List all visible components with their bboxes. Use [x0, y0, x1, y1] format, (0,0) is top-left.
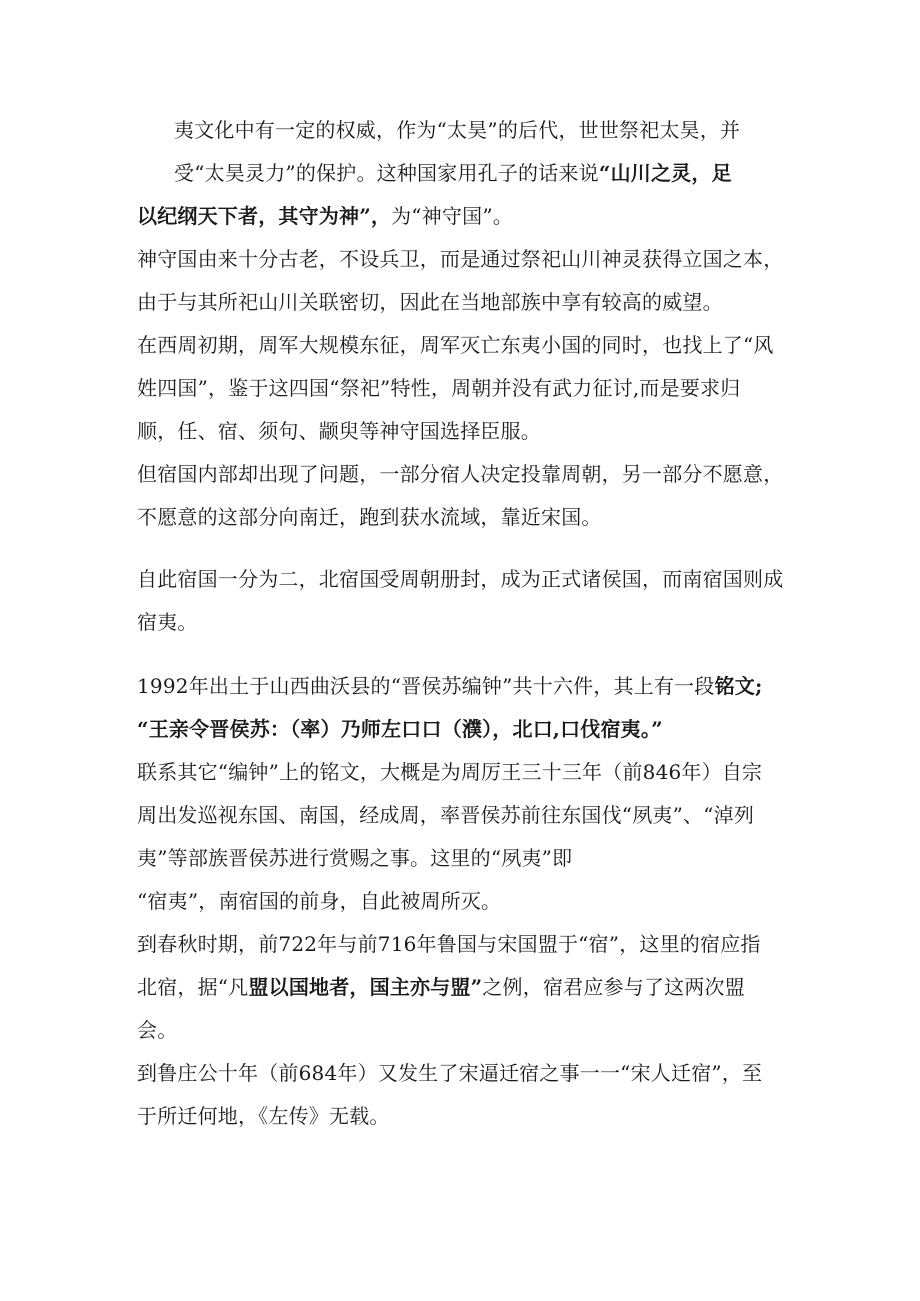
bold-term: 铭文; [714, 674, 763, 698]
bold-quote: 盟以国地者，国主亦与盟” [248, 975, 483, 999]
text-line: 姓四国”，鉴于这四国“祭祀”特性，周朝并没有武力征讨,而是要求归 [137, 376, 741, 400]
text-line: 1992年出土于山西曲沃县的“晋侯苏编钟”共十六件，其上有一段铭文; [137, 674, 763, 698]
text-line: 到鲁庄公十年（前684年）又发生了宋逼迁宿之事一一“宋人迁宿”，至 [137, 1061, 763, 1085]
text-line: 不愿意的这部分向南迁，跑到获水流域，靠近宋国。 [137, 505, 602, 529]
text-line: 到春秋时期，前722年与前716年鲁国与宋国盟于“宿”，这里的宿应指 [137, 932, 761, 956]
text-line: 受“太昊灵力”的保护。这种国家用孔子的话来说“山川之灵，足 [174, 161, 732, 185]
text-line: 但宿国内部却出现了问题，一部分宿人决定投靠周朝，另一部分不愿意， [137, 462, 784, 486]
text-line: “宿夷”，南宿国的前身，自此被周所灭。 [137, 889, 502, 913]
text-line: 宿夷。 [137, 610, 198, 634]
text-line: 在西周初期，周军大规模东征，周军灭亡东夷小国的同时，也找上了“风 [137, 333, 774, 357]
bold-quote: 以纪纲天下者，其守为神”， [137, 204, 392, 228]
text-line: 北宿，据“凡盟以国地者，国主亦与盟”之例，宿君应参与了这两次盟 [137, 975, 745, 999]
bold-quote: “山川之灵，足 [598, 161, 732, 185]
text-line: 周出发巡视东国、南国，经成周，率晋侯苏前往东国伐“夙夷”、“淖列 [137, 803, 755, 827]
text-line: 神守国由来十分古老，不设兵卫，而是通过祭祀山川神灵获得立国之本， [137, 247, 784, 271]
text-line: 顺，任、宿、须句、颛臾等神守国选择臣服。 [137, 419, 541, 443]
text-line: 夷文化中有一定的权威，作为“太昊”的后代，世世祭祀太昊，并 [174, 118, 741, 142]
text-line: 自此宿国一分为二，北宿国受周朝册封，成为正式诸侯国，而南宿国则成 [137, 567, 784, 591]
text-line: 会。 [137, 1018, 178, 1042]
text-line: 于所迁何地，《左传》无载。 [137, 1104, 390, 1128]
inscription-quote: “王亲令晋侯苏：（率）乃师左口口（濮），北口,口伐宿夷。” [137, 717, 663, 741]
text-line: 联系其它“编钟”上的铭文，大概是为周厉王三十三年（前846年）自宗 [137, 760, 763, 784]
text-line: 夷”等部族晋侯苏进行赏赐之事。这里的“夙夷”即 [137, 846, 573, 870]
text-line: 以纪纲天下者，其守为神”，为“神守国”。 [137, 204, 513, 228]
text-line: 由于与其所祀山川关联密切，因此在当地部族中享有较高的威望。 [137, 290, 723, 314]
